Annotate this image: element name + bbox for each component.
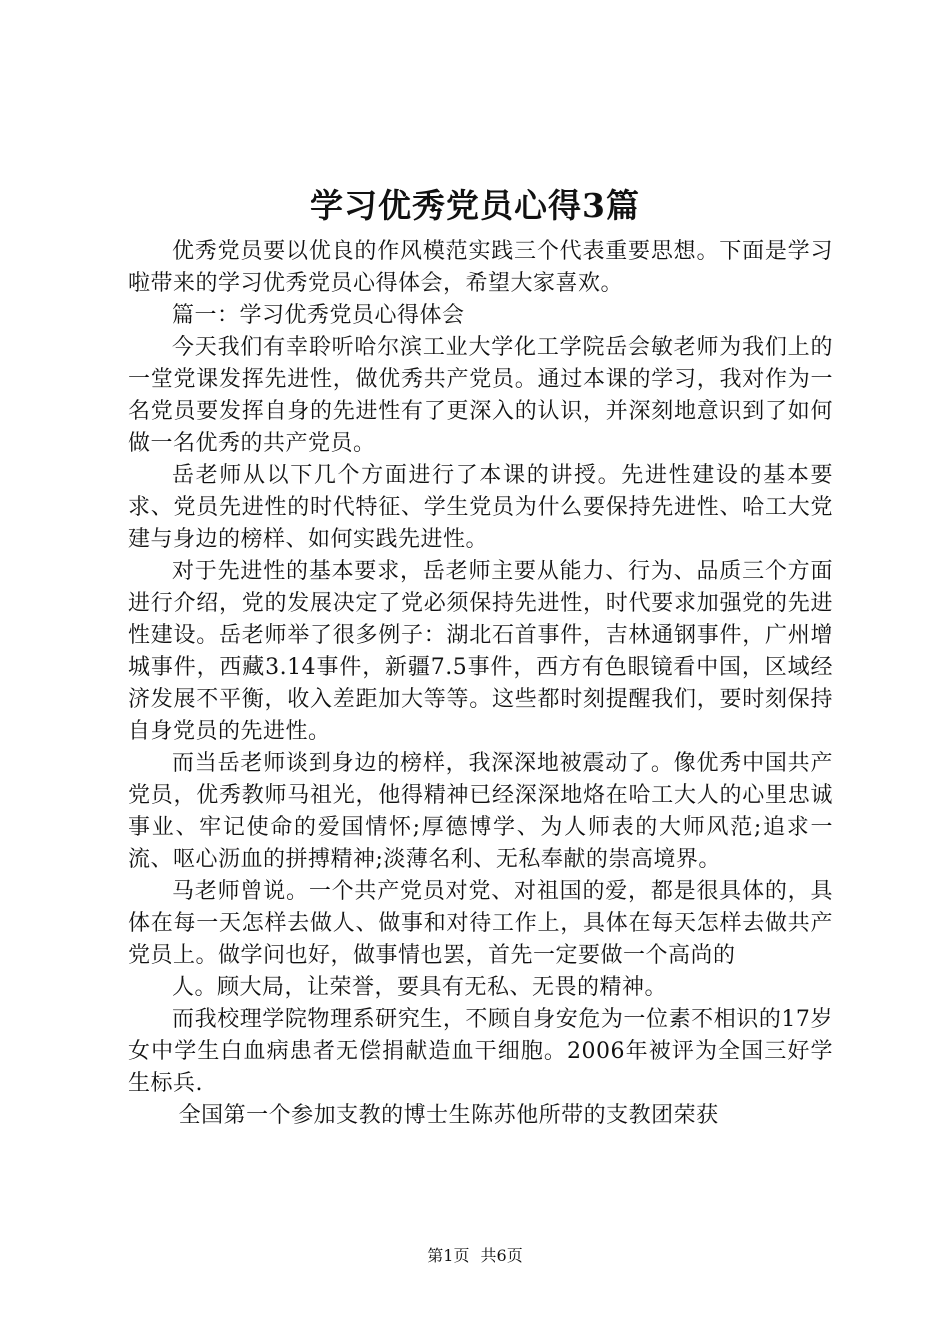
paragraph: 而我校理学院物理系研究生，不顾自身安危为一位素不相识的17岁女中学生白血病患者无偿捐献造血干细胞。2006年被评为全国三好学生标兵.	[128, 1007, 833, 1096]
document-title: 学习优秀党员心得3篇	[310, 186, 640, 225]
paragraph: 马老师曾说。一个共产党员对党、对祖国的爱，都是很具体的，具体在每一天怎样去做人、做事和对待工作上，具体在每天怎样去做共产党员上。做学问也好，做事情也罢，首先一定要做一个高尚的	[128, 879, 833, 968]
section-heading-1: 篇一：学习优秀党员心得体会	[172, 303, 465, 328]
paragraph: 对于先进性的基本要求，岳老师主要从能力、行为、品质三个方面进行介绍，党的发展决定了党必须保持先进性，时代要求加强党的先进性建设。岳老师举了很多例子：湖北石首事件，吉林通钢事件，广州增城事件，西藏3.14事件，新疆7.5事件，西方有色眼镜看中国，区域经济发展不平衡，收入差距加大等等。这些都时刻提醒我们，要时刻保持自身党员的先进性。	[128, 559, 833, 744]
paragraph-intro: 优秀党员要以优良的作风模范实践三个代表重要思想。下面是学习啦带来的学习优秀党员心得体会，希望大家喜欢。	[128, 239, 833, 296]
page-footer	[0, 1244, 950, 1268]
paragraph: 今天我们有幸聆听哈尔滨工业大学化工学院岳会敏老师为我们上的一堂党课发挥先进性，做优秀共产党员。通过本课的学习，我对作为一名党员要发挥自身的先进性有了更深入的认识，并深刻地意识到了如何做一名优秀的共产党员。	[128, 335, 833, 456]
page-number-total: 共6页	[480, 1246, 523, 1265]
paragraph: 全国第一个参加支教的博士生陈苏他所带的支教团荣获	[178, 1103, 719, 1128]
document-body	[128, 236, 833, 1132]
paragraph: 而当岳老师谈到身边的榜样，我深深地被震动了。像优秀中国共产党员，优秀教师马祖光，他得精神已经深深地烙在哈工大人的心里忠诚事业、牢记使命的爱国情怀;厚德博学、为人师表的大师风范;追求一流、呕心沥血的拼搏精神;淡薄名利、无私奉献的崇高境界。	[128, 751, 833, 872]
paragraph: 人。顾大局，让荣誉，要具有无私、无畏的精神。	[172, 975, 668, 1000]
page-number-current: 第1页	[427, 1246, 470, 1265]
paragraph: 岳老师从以下几个方面进行了本课的讲授。先进性建设的基本要求、党员先进性的时代特征、学生党员为什么要保持先进性、哈工大党建与身边的榜样、如何实践先进性。	[128, 463, 833, 552]
